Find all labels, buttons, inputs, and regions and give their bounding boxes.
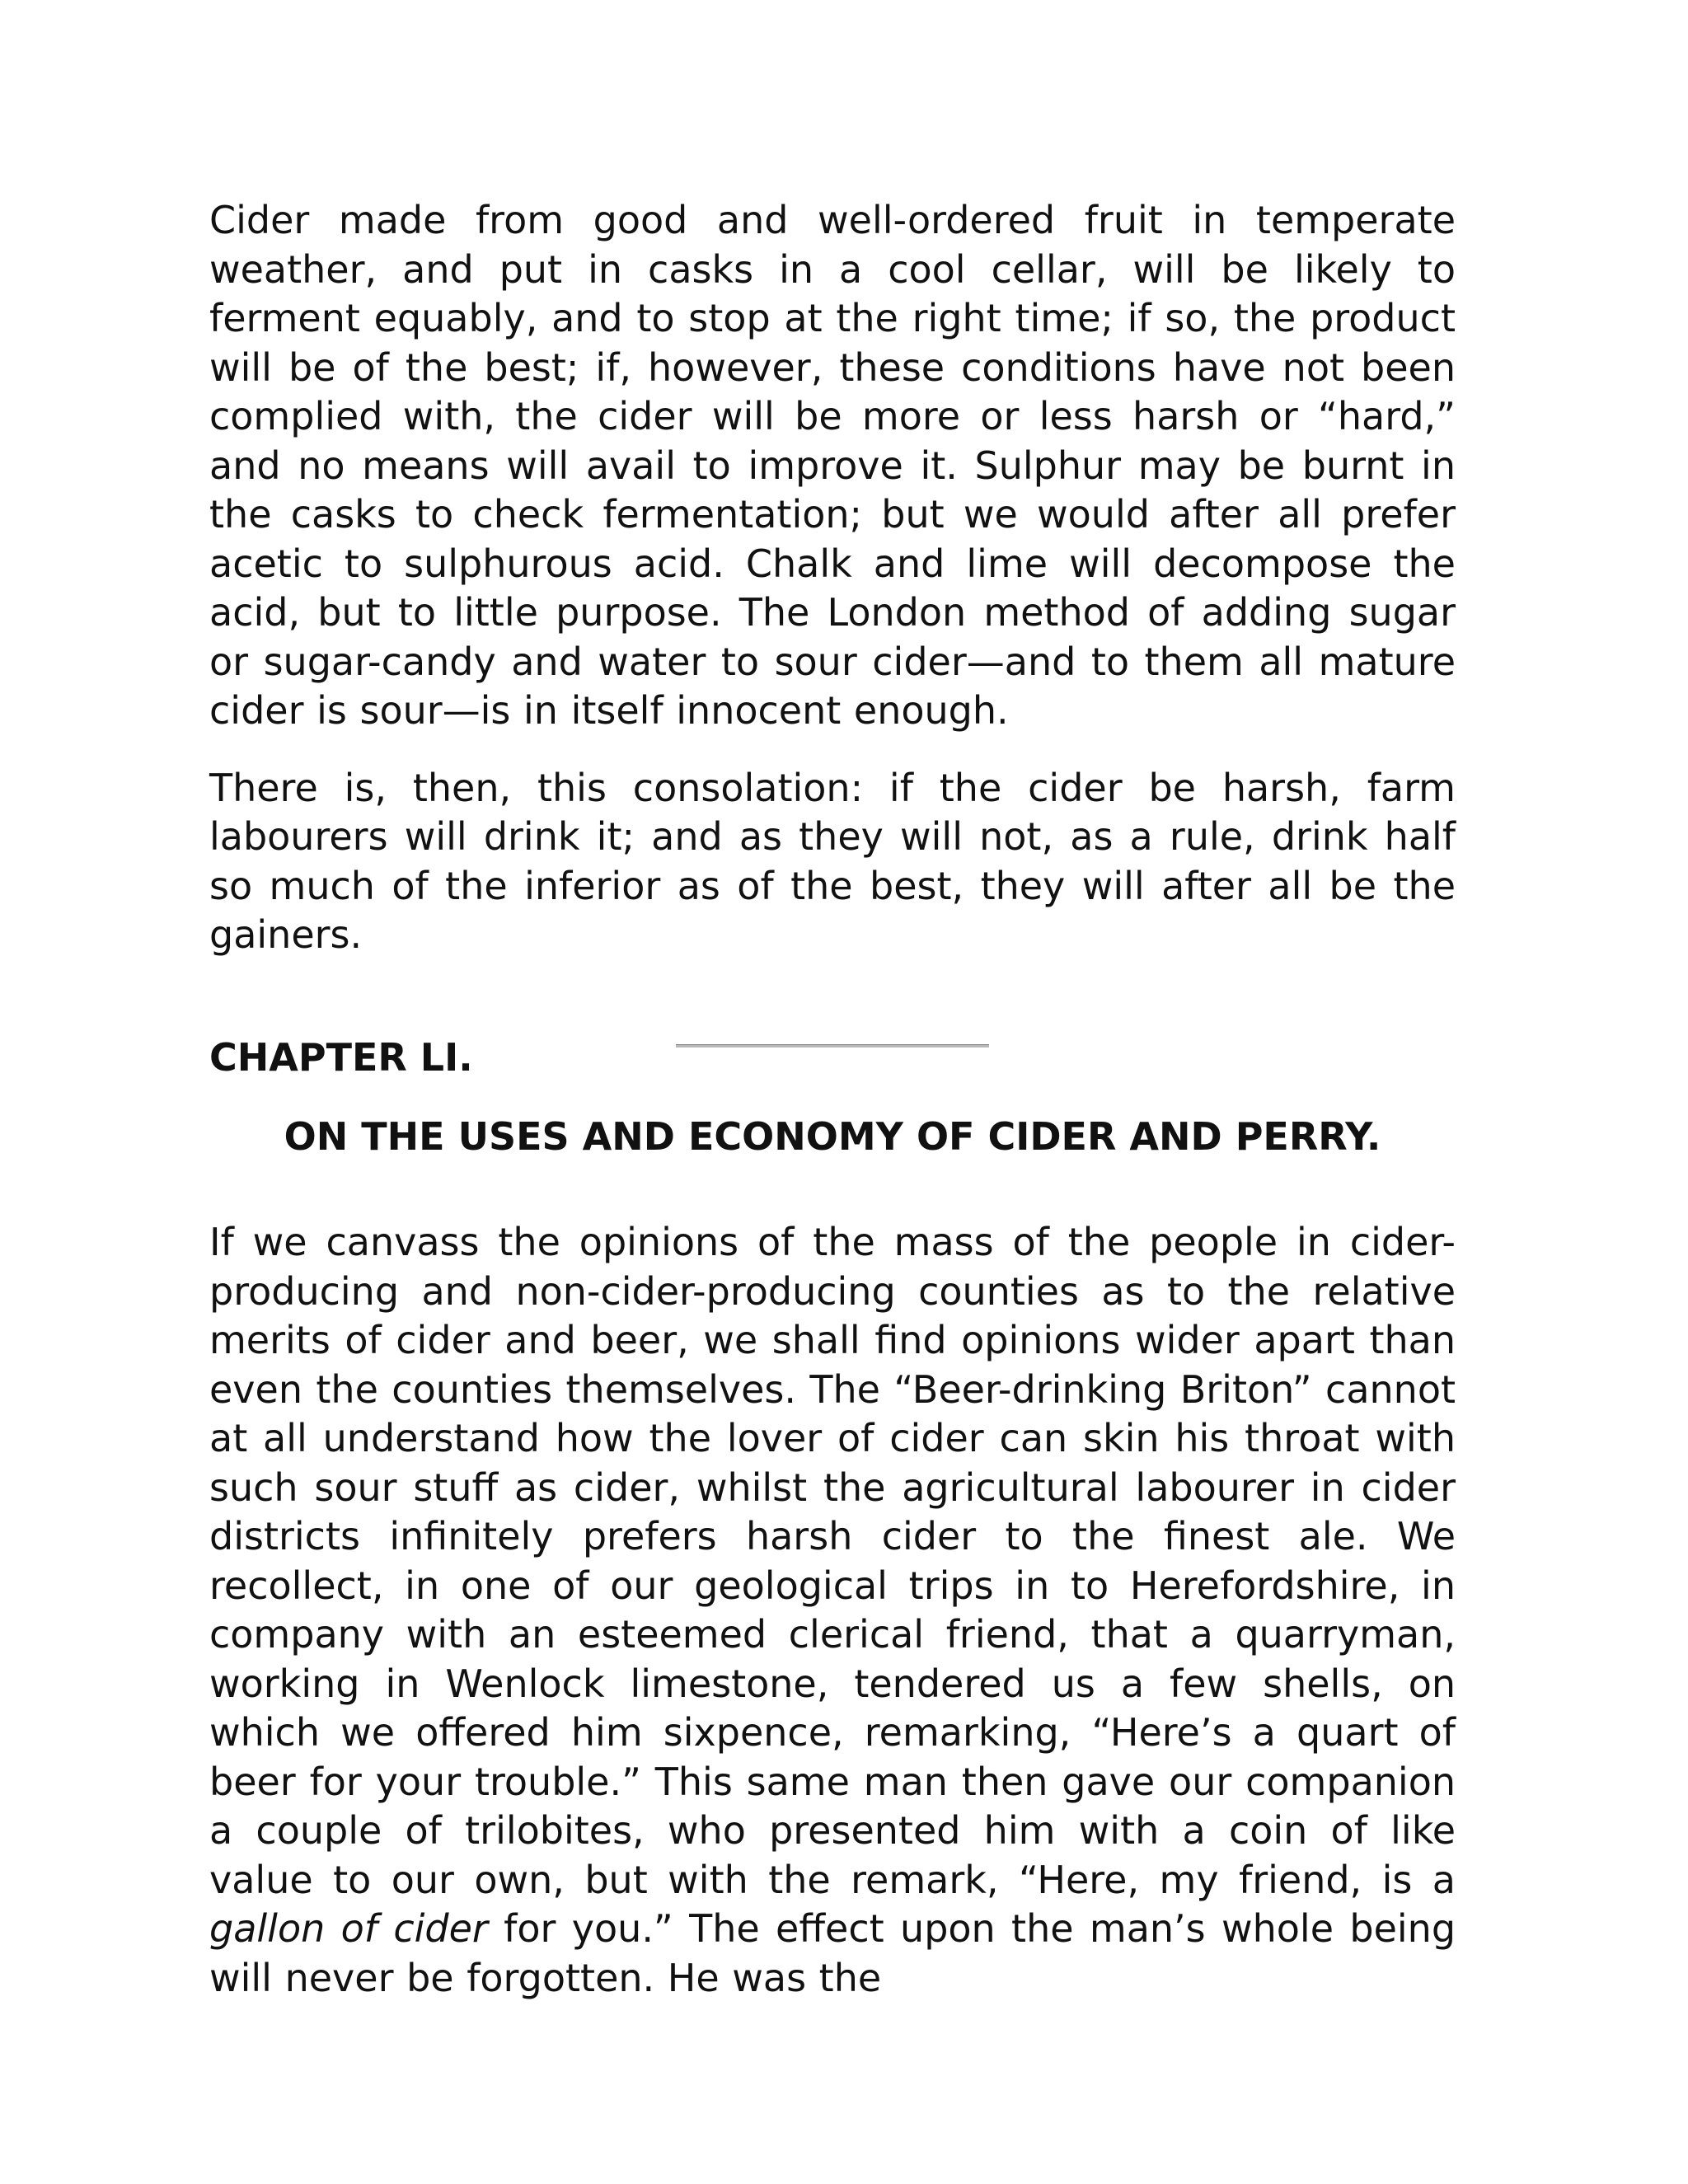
chapter-number: CHAPTER LI. [209,1035,473,1080]
paragraph-text-part-2: for you.” The effect upon the man’s whole being will never be forgotten. He was the [209,1906,1456,2000]
section-divider-container [209,960,1456,961]
paragraph-consolation: There is, then, this consolation: if the cider be harsh, farm labourers will drink it; and as they will not, as a rule, drink half so much of the inferior as of the best, they will after all be the gainers. [209,765,1456,957]
section-divider [676,1044,989,1047]
page-content [209,196,1456,2000]
italic-phrase: gallon of cider [209,1906,488,1951]
chapter-title: ON THE USES AND ECONOMY OF CIDER AND PERRY. [284,1114,1381,1159]
paragraph-text-part-1: If we canvass the opinions of the mass of the people in cider-producing and non-cider-producing counties as to the relative merits of cider and beer, we shall find opinions wider apart than even the counties themselves. The “Beer-drinking Briton” cannot at all understand how the lover of cider can skin his throat with such sour stuff as cider, whilst the agricultural labourer in cider districts infinitely prefers harsh cider to the finest ale. We recollect, in one of our geological trips in to Herefordshire, in company with an esteemed clerical friend, that a quarryman, working in Wenlock limestone, tendered us a few shells, on which we offered him sixpence, remarking, “Here’s a quart of beer for your trouble.” This same man then gave our companion a couple of trilobites, who presented him with a coin of like value to our own, but with the remark, “Here, my friend, is a [209,1220,1456,1902]
paragraph-cider-fermentation: Cider made from good and well-ordered fruit in temperate weather, and put in casks in a cool cellar, will be likely to ferment equably, and to stop at the right time; if so, the product will be of the best; if, however, these conditions have not been complied with, the cider will be more or less harsh or “hard,” and no means will avail to improve it. Sulphur may be burnt in the casks to check fermentation; but we would after all prefer acetic to sulphurous acid. Chalk and lime will decompose the acid, but to little purpose. The London method of adding sugar or sugar-candy and water to sour cider—and to them all mature cider is sour—is in itself innocent enough. [209,198,1456,733]
paragraph-uses-and-economy [209,1218,1456,2003]
